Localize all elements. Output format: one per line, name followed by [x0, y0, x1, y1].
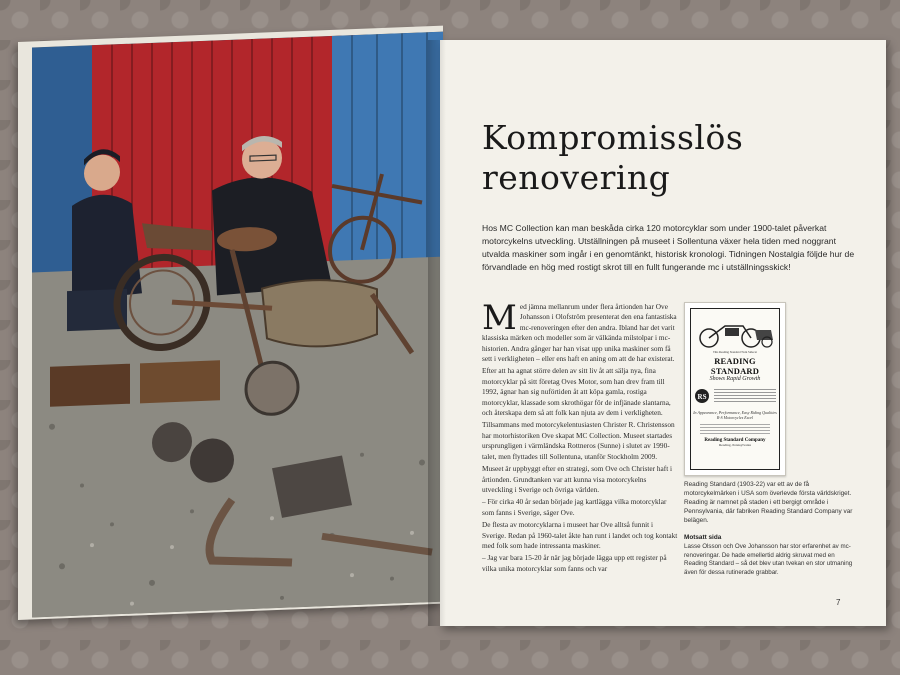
open-magazine	[8, 22, 900, 622]
ad-location: Reading, Pennsylvania	[718, 443, 752, 447]
advertisement-caption: Reading Standard (1903-22) var ett av de få motorcykelmärken i USA som överlevde första världskriget. Reading är namnet på staden i ett bergigt område i Pennsylvania, där fabriken Reading Standard Company var belägen.	[684, 481, 853, 524]
body-paragraph-2: Efter att ha agnat större delen av sitt liv åt att sälja nya, fina motorcyklar på sitt företag Oves Motor, som han drev fram till 1992, ägnar han sig nuförtiden åt att köpa gamla, rostiga motorcyklar, klassade som skrothögar för de infjänade slantarna, och återskapa dem så att folk kan njuta av dem i verkligheten.	[482, 366, 671, 418]
opposite-page-caption-title: Motsatt sida	[684, 534, 722, 541]
ad-logo-row	[691, 388, 779, 404]
right-page	[440, 40, 886, 626]
ad-company: Reading Standard Company	[704, 438, 766, 443]
left-page	[18, 26, 443, 620]
article-photo	[32, 32, 443, 618]
ad-tagline: Shows Rapid Growth	[709, 376, 761, 382]
ad-small-heading: This Reading Standard Twin Sidecar	[712, 350, 758, 354]
opposite-page-caption-text: Lasse Olsson och Ove Johansson har stor erfarenhet av mc-renoveringar. De hade emellertid aldrig skruvat med en Reading Standard – så det blev utan tvekan en stor utmaning även för dessa rutinerade grabbar.	[684, 543, 853, 576]
ad-fine-print	[714, 389, 776, 403]
page-number: 7	[836, 598, 841, 607]
body-paragraph-3: Tillsammans med motorcykelentusiasten Christer R. Christensson har motorhistoriken Ove skapat MC Collection. Museet startades ursprungligen i värmländska Rottneros (Sunne) i slutet av 1990-talet, men flyttades till Sollentuna, utanför Stockholm 2009.	[482, 420, 675, 461]
svg-text:RS: RS	[697, 393, 707, 401]
ad-fine-print-2	[700, 424, 770, 434]
article-lead: Hos MC Collection kan man beskåda cirka 120 motorcyklar som under 1900-talet påverkat motorcykelns utveckling. Utställningen på museet i Sollentuna växer hela tiden med noggrant utvalda maskiner som ingår i en genomtänkt, historisk kronologi. Tidningen Nostalgia följde hur de förvandlade en hög med rostigt skrot till en fullt fungerande mc i utställningsskick!	[482, 223, 855, 272]
rs-logo	[694, 388, 710, 404]
photo-illustration	[32, 32, 443, 618]
ad-brand-name: READING STANDARD	[710, 356, 760, 376]
reading-standard-advertisement	[684, 302, 786, 476]
body-paragraph-6: De flesta av motorcyklarna i museet har Ove alltså funnit i Sverige. Redan på 1960-talet åkte han runt i landet och tog kontakt med folk som hade intressanta maskiner.	[482, 520, 678, 550]
motorcycle-sidecar-illustration	[691, 312, 779, 350]
body-paragraph-5: – För cirka 40 år sedan började jag kartlägga vilka motorcyklar som fanns i Sverige, säger Ove.	[482, 497, 667, 517]
drop-cap: M	[482, 298, 517, 338]
body-paragraph-7: – Jag var bara 15-20 år när jag började lägga upp ett register på vilka unika motorcyklar som fanns och var	[482, 553, 667, 573]
body-paragraph-1: Med jämna mellanrum under flera årtionden har Ove Johansson i Olofström presenterat den ena fantastiska mc-renoveringen efter den andra. Ibland har det varit klassiska märken och modeller som är välkända milstolpar i mc-historien. Andra gånger har han visat upp unika maskiner som få sett i verkligheten – eller ens haft en aning om att de har existerat.	[482, 298, 677, 364]
title-line-2: renovering	[482, 158, 671, 197]
article-title	[482, 118, 782, 198]
ad-slogan: In Appearance, Performance, Easy Riding Qualities R-S Motorcycles Excel	[693, 410, 777, 420]
title-line-1: Kompromisslös	[482, 118, 744, 157]
body-paragraph-4: Museet är uppbyggt efter en strategi, som Ove och Christer haft i årtionden. Grundtanken var att kunna visa motorcykelns utveckling i Sverige och övriga världen.	[482, 464, 673, 494]
article-body-column	[482, 298, 678, 576]
book-gutter-shadow	[428, 40, 458, 626]
advertisement-frame	[690, 308, 780, 470]
